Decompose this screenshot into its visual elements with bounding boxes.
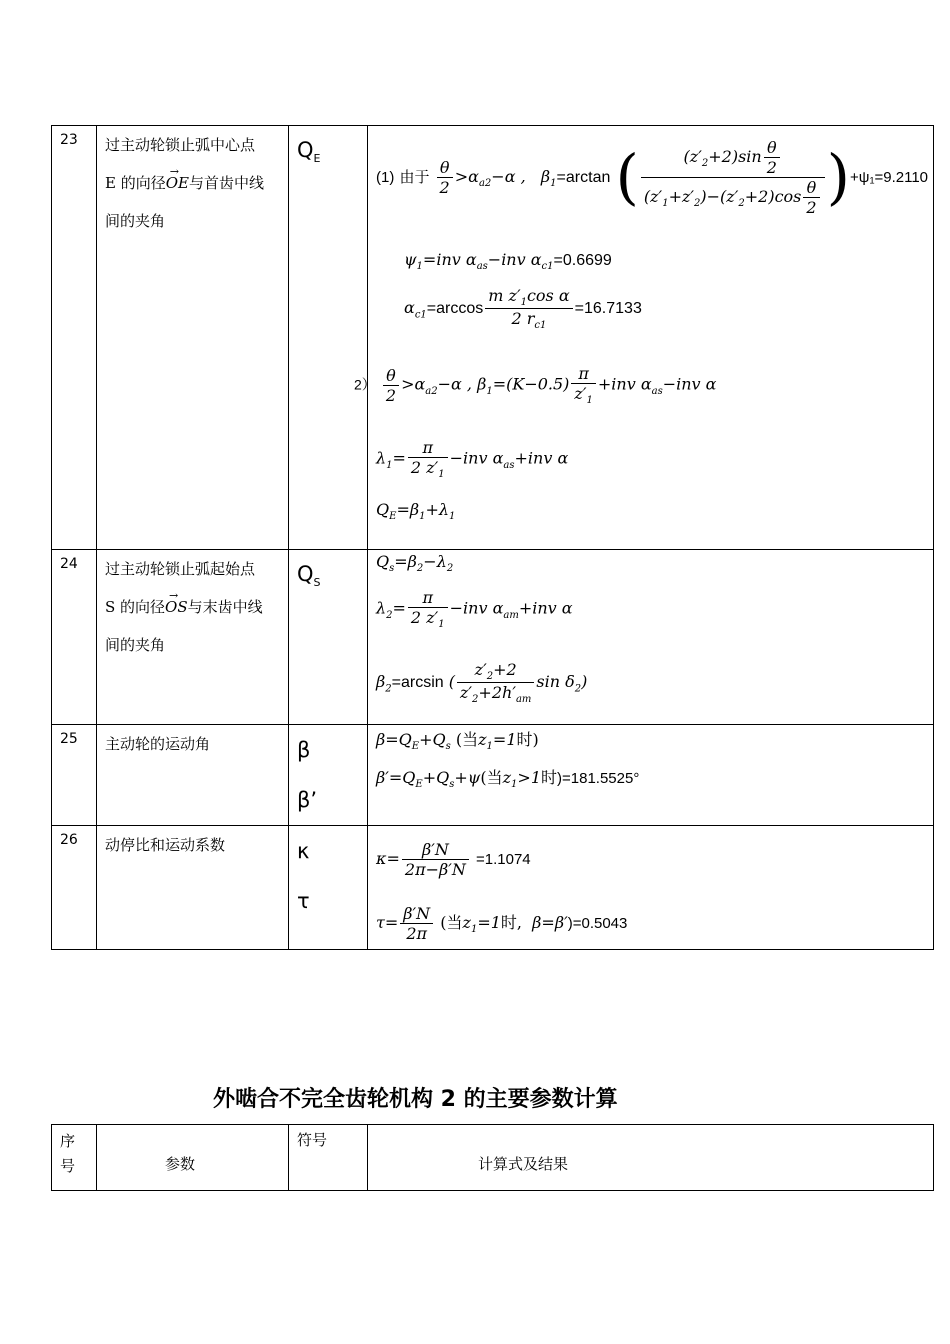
parameter-symbol: $Q_E$ bbox=[289, 126, 368, 550]
parameter-table-2 bbox=[51, 1124, 934, 1191]
table-row bbox=[52, 550, 934, 725]
header-formula: 计算式及结果 bbox=[368, 1125, 934, 1191]
formula-beta2: $\beta_2=\arcsin$ ( $\frac{z'_2+2}{z'_2+2h'_{am}}$ $\sin \delta_2$) bbox=[376, 660, 588, 706]
parameter-symbol: β β’ bbox=[289, 725, 368, 826]
parameter-name: 主动轮的运动角 bbox=[97, 725, 289, 826]
table-header-row bbox=[52, 1125, 934, 1191]
formula-cell bbox=[368, 725, 934, 826]
formula-kappa: κ= $\frac{\beta'N}{2\pi-\beta'N}$ =1.1074 bbox=[376, 840, 531, 879]
formula-psi1: $\psi_1=inv$ $\alpha_{as}-inv$ $\alpha_{c1}=0.6699$ bbox=[404, 250, 612, 273]
formula-tau: τ= $\frac{\beta'N}{2\pi}$ (当$z_1=1$时, β=β′)=0.5043 bbox=[376, 904, 628, 943]
formula-beta-prime: $\beta'=Q_E+Q_s+\psi$(当$z_1>1$时)=181.5525° bbox=[376, 768, 640, 791]
header-symbol: 符号 bbox=[289, 1125, 368, 1191]
section-title: 外啮合不完全齿轮机构 2 的主要参数计算 bbox=[213, 1087, 618, 1112]
table-row bbox=[52, 126, 934, 550]
table-row bbox=[52, 826, 934, 950]
formula-cell bbox=[354, 126, 934, 550]
formula-beta: $\beta=Q_E+Q_s$ (当$z_1=1$时) bbox=[376, 730, 539, 753]
row-number: 23 bbox=[52, 126, 97, 550]
header-parameter: 参数 bbox=[97, 1125, 289, 1191]
formula-cell bbox=[368, 826, 934, 950]
vector-oe: → OE bbox=[166, 164, 189, 202]
formula-cell bbox=[368, 550, 934, 725]
row-number: 25 bbox=[52, 725, 97, 826]
formula-case2: 2） $\frac{\theta}{2}$ $>\alpha_{a2}-\alpha$ , $\beta_1=(K-0.5)$ $\frac{\pi}{z'_1}$ +inv $\alpha_{as}-inv$ α bbox=[354, 364, 717, 407]
parameter-name: 过主动轮锁止弧起始点 S 的向径→ OS与末齿中线 间的夹角 bbox=[97, 550, 289, 725]
parameter-symbol: κ τ bbox=[289, 826, 368, 950]
row-number: 26 bbox=[52, 826, 97, 950]
vector-os: → OS bbox=[165, 588, 188, 626]
parameter-name: 动停比和运动系数 bbox=[97, 826, 289, 950]
parameter-table bbox=[51, 125, 934, 950]
formula-qe: $Q_E=\beta_1+\lambda_1$ bbox=[376, 500, 456, 523]
formula-lambda2: $\lambda_2=$ $\frac{\pi}{2 z'_1}$ −inv $\alpha_{am}+inv$ α bbox=[376, 588, 573, 631]
formula-qs: $Q_s=\beta_2-\lambda_2$ bbox=[376, 552, 454, 575]
formula-alpha-c1: $\alpha_{c1}=\arccos$ $\frac{m z'_1\cos \alpha}{2 r_{c1}}$ =16.7133 bbox=[404, 286, 642, 332]
row-number: 24 bbox=[52, 550, 97, 725]
header-index: 序 号 bbox=[52, 1125, 97, 1191]
formula-case1: (1) 由于 $\frac{\theta}{2}$ $>\alpha_{a2}-\alpha$ , $\beta_1=\arctan$ ( $(z'_2+2)\sin$ $\frac{\theta}{2}$ $(z'_1+z'_2)-(z'_2+2)\cos$ $\frac{\theta}{2}$ )+ψ₁=9.2110 bbox=[376, 138, 929, 217]
table-row bbox=[52, 725, 934, 826]
formula-lambda1: $\lambda_1=$ $\frac{\pi}{2 z'_1}$ −inv $\alpha_{as}+inv$ α bbox=[376, 438, 569, 481]
parameter-name: 过主动轮锁止弧中心点 E 的向径→ OE与首齿中线 间的夹角 bbox=[97, 126, 289, 550]
parameter-symbol: $Q_S$ bbox=[289, 550, 368, 725]
